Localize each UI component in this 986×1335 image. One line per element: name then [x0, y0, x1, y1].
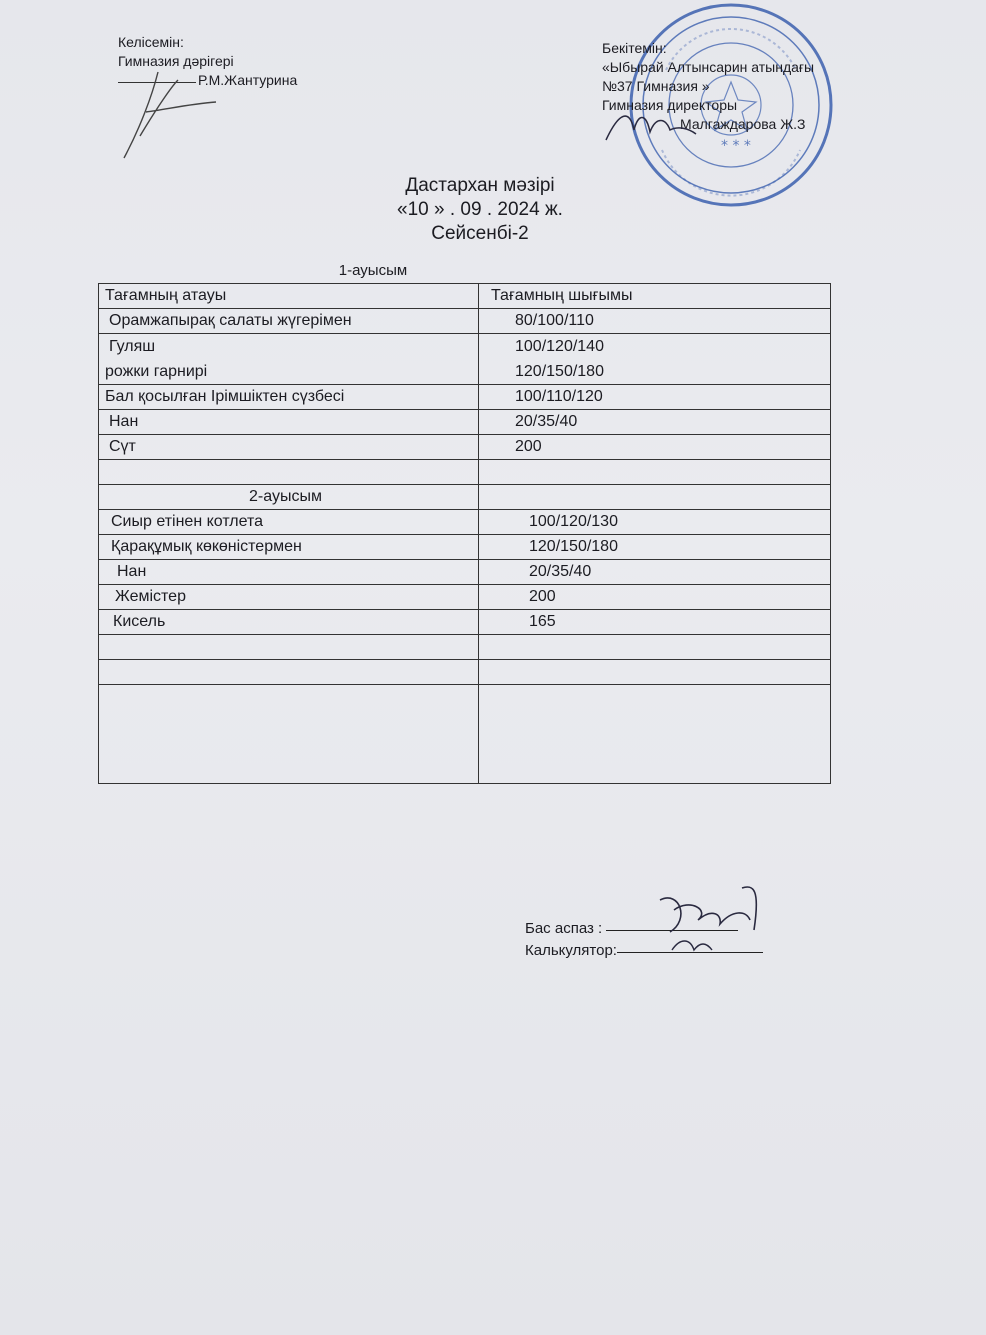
dish-name: Нан [99, 410, 479, 435]
dish-portion: 80/100/110 [479, 309, 831, 334]
empty-row [99, 635, 831, 660]
approval-name: Р.М.Жантурина [198, 72, 298, 88]
confirm-heading: Бекітемін: [602, 40, 667, 56]
chef-signature [650, 880, 780, 960]
table-row [99, 309, 831, 334]
dish-portion: 100/120/140 [515, 338, 604, 355]
dish-portion: 120/150/180 [479, 535, 831, 560]
dish-name: Сүт [99, 435, 479, 460]
dish-portion: 100/110/120 [479, 385, 831, 410]
confirm-school-line2: №37 Гимназия » [602, 78, 710, 94]
dish-portion: 20/35/40 [479, 410, 831, 435]
table-row [99, 435, 831, 460]
confirm-name: Малгаждарова Ж.З [680, 116, 806, 132]
menu-title: Дастархан мәзірі [405, 175, 555, 196]
director-signature [600, 100, 700, 150]
dish-name: Сиыр етінен котлета [99, 510, 479, 535]
table-row [99, 585, 831, 610]
table-row [99, 610, 831, 635]
svg-text:* * *: * * * [721, 138, 751, 154]
menu-title-block [280, 174, 680, 246]
dish-portion: 120/150/180 [515, 363, 604, 380]
table-row [99, 510, 831, 535]
menu-day: Сейсенбі-2 [431, 223, 529, 244]
dish-name: Орамжапырақ салаты жүгерімен [99, 309, 479, 334]
approval-role: Гимназия дәрігері [118, 53, 234, 69]
empty-row [99, 460, 831, 485]
shift2-label: 2-ауысым [99, 485, 479, 510]
table-row [99, 385, 831, 410]
doctor-signature [118, 66, 228, 166]
header-portion: Тағамның шығымы [479, 284, 831, 309]
confirm-role: Гимназия директоры [602, 97, 738, 113]
empty-row [99, 660, 831, 685]
calculator-label: Калькулятор: [525, 942, 617, 959]
dish-portion: 20/35/40 [479, 560, 831, 585]
table-row [99, 535, 831, 560]
approval-heading: Келісемін: [118, 34, 184, 50]
table-row [99, 410, 831, 435]
header-dish-name: Тағамның атауы [99, 284, 479, 309]
menu-date: «10 » . 09 . 2024 ж. [397, 199, 563, 220]
dish-name: рожки гарнирі [105, 363, 208, 380]
table-row [99, 560, 831, 585]
menu-table [98, 283, 831, 784]
table-row [99, 334, 831, 385]
shift2-label-row [99, 485, 831, 510]
dish-name: Нан [99, 560, 479, 585]
dish-portion: 165 [479, 610, 831, 635]
dish-name: Жемістер [99, 585, 479, 610]
confirm-school-line1: «Ыбырай Алтынсарин атындағы [602, 59, 815, 75]
dish-name: Қарақұмық көкөністермен [99, 535, 479, 560]
dish-name: Гуляш [109, 338, 156, 355]
table-header [99, 284, 831, 309]
dish-portion: 100/120/130 [479, 510, 831, 535]
dish-name: Кисель [99, 610, 479, 635]
shift1-label: 1-ауысым [338, 262, 408, 279]
dish-portion: 200 [479, 435, 831, 460]
chef-label: Бас аспаз : [525, 920, 603, 937]
dish-name: Бал қосылған Ірімшіктен сүзбесі [99, 385, 479, 410]
dish-portion: 200 [479, 585, 831, 610]
empty-row [99, 685, 831, 784]
